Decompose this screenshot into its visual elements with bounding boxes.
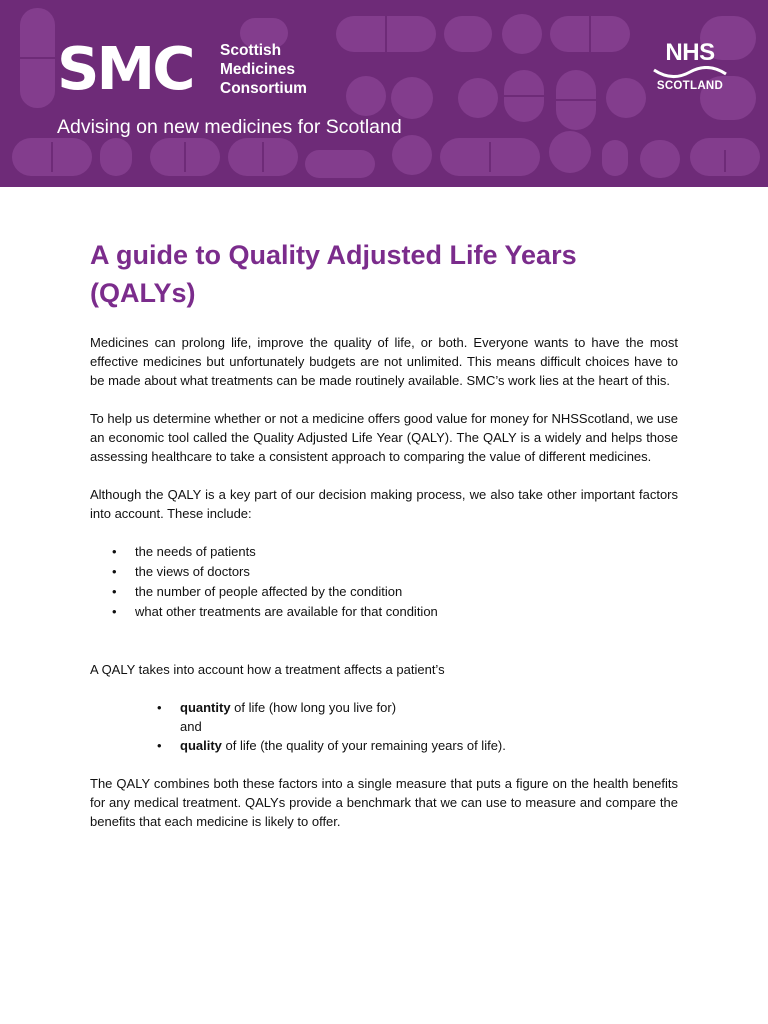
list-item: • what other treatments are available for that condition xyxy=(90,602,678,622)
factor-term: quality xyxy=(180,738,222,753)
list-connector: and xyxy=(180,719,202,734)
paragraph: The QALY combines both these factors into a single measure that puts a figure on the health benefits for any medical treatment. QALYs provide a benchmark that we can use to measure and compare the benefits that each medicine is likely to offer. xyxy=(90,776,678,829)
factor-description: of life (how long you live for) xyxy=(230,700,397,715)
tagline: Advising on new medicines for Scotland xyxy=(57,116,402,138)
page-title: A guide to Quality Adjusted Life Years (QALYs) xyxy=(90,240,577,308)
org-name xyxy=(220,41,307,98)
document-body xyxy=(90,236,678,850)
nhs-mark: NHS xyxy=(665,39,715,66)
org-name-line: Medicines xyxy=(220,61,295,78)
header-banner xyxy=(0,0,768,187)
nhs-subtitle: SCOTLAND xyxy=(656,80,724,92)
list-item xyxy=(90,736,678,755)
paragraph: A QALY takes into account how a treatment affects a patient’s xyxy=(90,662,445,677)
wave-icon xyxy=(652,66,728,80)
list-item: • the views of doctors xyxy=(90,562,678,582)
list-item: • the number of people affected by the condition xyxy=(90,582,678,602)
smc-logo: SMC xyxy=(57,34,193,103)
org-name-line: Scottish xyxy=(220,42,282,59)
qaly-factors-list xyxy=(90,698,678,755)
nhs-scotland-logo xyxy=(650,40,730,93)
factors-list xyxy=(90,542,678,622)
paragraph: Although the QALY is a key part of our decision making process, we also take other important factors into account. These include: xyxy=(90,487,678,521)
list-item xyxy=(90,698,678,717)
org-name-line: Consortium xyxy=(220,80,307,97)
paragraph: Medicines can prolong life, improve the quality of life, or both. Everyone wants to have the most effective medicines but unfortunately budgets are not unlimited. This means difficult choices have to be made about what treatments can be made routinely available. SMC’s work lies at the heart of this. xyxy=(90,335,678,388)
factor-term: quantity xyxy=(180,700,231,715)
paragraph: To help us determine whether or not a medicine offers good value for money for NHSScotland, we use an economic tool called the Quality Adjusted Life Year (QALY). The QALY is a widely and helps those assessing healthcare to take a consistent approach to comparing the value of different medicines. xyxy=(90,411,678,464)
list-item: • the needs of patients xyxy=(90,542,678,562)
factor-description: of life (the quality of your remaining years of life). xyxy=(221,738,506,753)
